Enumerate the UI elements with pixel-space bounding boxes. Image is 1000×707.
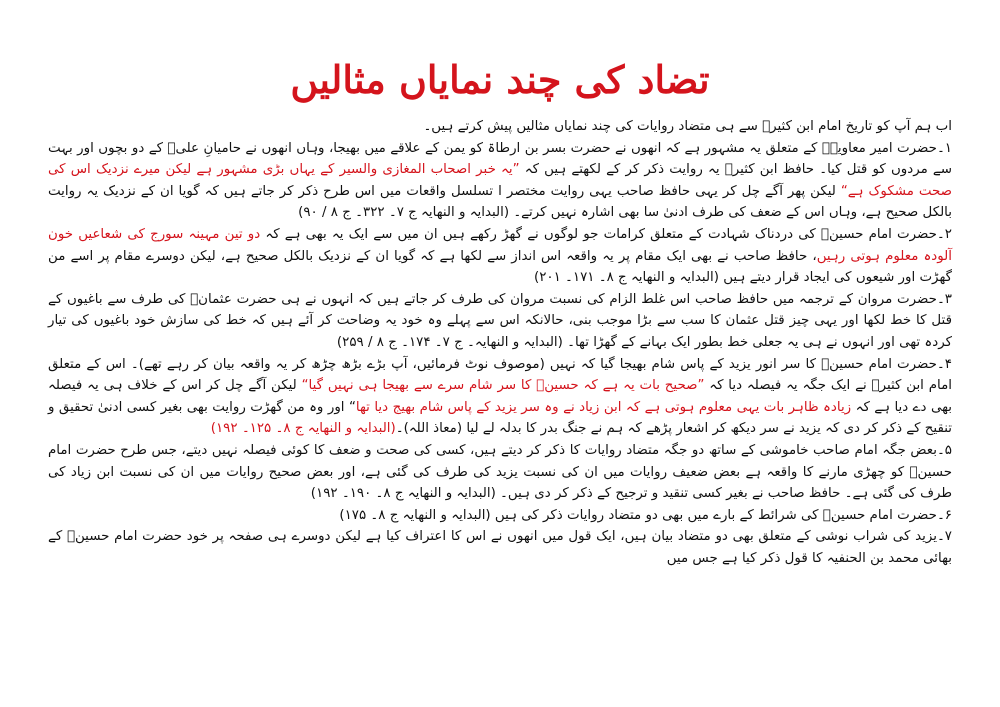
paragraph-4-text-c: لیکن آگے چل کر اس کے خلاف ہی یہ فیصلہ بھی دے دیا ہے کہ <box>48 378 952 415</box>
paragraph-4-text-b: )۔ اس کے متعلق امام ابن کثیرؒ نے ایک جگہ یہ فیصلہ دیا کہ <box>48 356 952 394</box>
paragraph-4-text-d: “ اور وہ من گھڑت روایت بھی بغیر کسی ادنیٰ تحقیق و تنقیح کے ذکر کر دی کہ یزید نے سر دیکھ کر اشعار پڑھے کہ ہم نے جنگ بدر کا بدلہ لے لیا (معاذ اللہ)۔ <box>48 399 952 437</box>
paragraph-1-quote: ”یہ خبر اصحاب المغازی والسیر کے یہاں بڑی مشہور ہے لیکن میرے نزدیک اس کی صحت مشکوک ہے“ <box>48 162 952 199</box>
paragraph-2-quote: دو تین مہینہ سورج کی شعاعیں خون آلودہ معلوم ہوتی رہیں <box>48 226 952 264</box>
paragraph-1-text-b: لیکن پھر آگے چل کر یہی حافظ صاحب یہی روایت مختصر ا تسلسل واقعات میں اس طرح ذکر کر جاتے ہیں کہ گویا ان کے نزدیک یہ روایت بالکل صحیح ہے، وہاں اس کے ضعف کی طرف ادنیٰ سا بھی اشارہ نہیں کرتے۔ (البدایہ و النھایہ ج ۷۔ ۳۲۲۔ ج ۸ / ۹۰) <box>48 183 952 221</box>
paragraph-4-reference: (البدایہ و النھایہ ج ۸۔ ۱۲۵۔ ۱۹۲) <box>210 421 396 437</box>
paragraph-5: ۵۔بعض جگہ امام صاحب خاموشی کے ساتھ دو جگہ متضاد روایات کا ذکر کر دیتے ہیں، کسی کی صحت و ضعف کا کوئی فیصلہ نہیں دیتے، جس طرح حضرت امام حسینؓ کو چھڑی مارنے کا واقعہ ہے بعض ضعیف روایات میں ان کی نسبت یزید کی طرف کی گئی ہے، اور بعض صحیح روایات میں ان کی نسبت ابن زیاد کی طرف کی گئی ہے۔ حافظ صاحب نے بغیر کسی تنقید و ترجیح کے ذکر کر دی ہیں۔ (البدایہ و النھایہ ج ۸۔ ۱۹۰۔ ۱۹۲) <box>48 442 952 502</box>
paragraph-1-text-a: ۱۔حضرت امیر معاویہؓ کے متعلق یہ مشہور ہے کہ انھوں نے حضرت بسر بن ارطاۃ کو یمن کے علاقے میں بھیجا، وہاں انھوں نے حامیانِ علیؓ کے دو بچوں اور بہت سے مردوں کو قتل کیا۔ حافظ ابن کثیرؒ یہ روایت ذکر کر کے لکھتے ہیں کہ <box>48 140 952 178</box>
paragraph-4-text-a: ۴۔حضرت امام حسینؓ کا سر انور یزید کے پاس شام بھیجا گیا کہ نہیں ( <box>539 356 952 372</box>
paragraph-2-text-a: ۲۔حضرت امام حسینؓ کی دردناک شہادت کے متعلق کرامات جو لوگوں نے گھڑ رکھے ہیں ان میں سے ایک یہ بھی ہے کہ <box>265 226 952 242</box>
paragraph-7: ۷۔یزید کی شراب نوشی کے متعلق بھی دو متضاد بیان ہیں، ایک قول میں انھوں نے اس کا اعتراف کیا ہے لیکن دوسرے ہی صفحہ پر خود حضرت امام حسینؓ کے بھائی محمد بن الحنفیہ کا قول ذکر کیا ہے جس میں <box>48 529 952 566</box>
paragraph-4-quote: ”صحیح بات یہ ہے کہ حسینؓ کا سر شام سرے سے بھیجا ہی نہیں گیا“ <box>301 378 705 394</box>
paragraph-2 <box>48 224 952 289</box>
paragraph-3: ۳۔حضرت مروان کے ترجمہ میں حافظ صاحب اس غلط الزام کی نسبت مروان کی طرف کر جاتے ہیں کہ انہوں نے ہی حضرت عثمانؓ کی طرف سے باغیوں کے قتل کا خط لکھا اور یہی چیز قتل عثمان کا سب سے بڑا موجب بنی، حالانکہ اس سے پہلے وہ خود یہ وضاحت کر آئے ہیں کہ خط کی سازش خود باغیوں کی تیار کردہ تھی اور انہوں نے ہی یہ جعلی خط بطور ایک بہانے کے گھڑا تھا۔ (البدایہ و النھایہ۔ ج ۷۔ ۱۷۴۔ ج ۸ / ۲۵۹) <box>48 291 952 350</box>
paragraph-4 <box>48 354 952 440</box>
page-title: تضاد کی چند نمایاں مثالیں <box>290 57 710 102</box>
paragraph-2-text-b: ، حافظ صاحب نے بھی ایک مقام پر یہ واقعہ اس انداز سے لکھا ہے کہ گویا ان کے نزدیک بالکل صحیح ہے، لیکن دوسرے مقام پر اسے من گھڑت اور شیعوں کی ایجاد قرار دیتے ہیں (البدایہ و النھایہ ج ۸۔ ۱۷۱۔ ۲۰۱) <box>48 248 952 286</box>
paragraph-6: ۶۔حضرت امام حسینؓ کی شرائط کے بارے میں بھی دو متضاد روایات ذکر کی ہیں (البدایہ و النھایہ ج ۸۔ ۱۷۵) <box>339 507 952 523</box>
paragraph-1 <box>48 138 952 224</box>
paragraph-4-note: موصوف نوٹ فرمائیں، آپ بڑے بڑھ چڑھ کر یہ واقعہ بیان کر رہے تھے <box>143 356 540 372</box>
intro-paragraph: اب ہم آپ کو تاریخ امام ابن کثیرؒ سے ہی متضاد روایات کی چند نمایاں مثالیں پیش کرتے ہیں۔ <box>423 119 952 134</box>
paragraph-4-quote-2: زیادہ ظاہر بات یہی معلوم ہوتی ہے کہ ابن زیاد نے وہ سر یزید کے پاس شام بھیج دیا تھا <box>355 399 852 415</box>
article-body <box>48 116 952 569</box>
